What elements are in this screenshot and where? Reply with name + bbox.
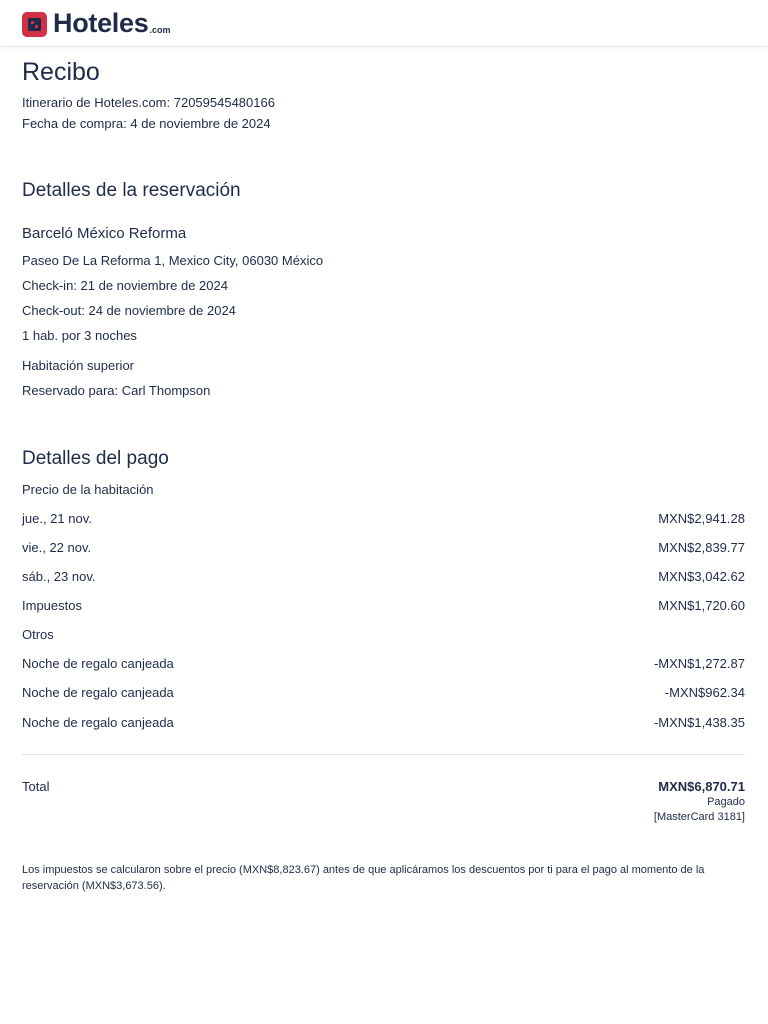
discount-1-label: Noche de regalo canjeada [22, 656, 174, 671]
room-type: Habitación superior [22, 358, 135, 373]
night-3-label: sáb., 23 nov. [22, 569, 96, 584]
itinerary-number: Itinerario de Hoteles.com: 72059545480166 [22, 95, 275, 110]
tax-note: Los impuestos se calcularon sobre el precio (MXN$8,823.67) antes de que aplicáramos los descuentos por ti para el pago al momento de la reservación (MXN$3,673.56). [22, 864, 705, 892]
discount-3-label: Noche de regalo canjeada [22, 715, 174, 730]
total-divider [22, 754, 745, 755]
payment-status: Pagado [707, 796, 745, 808]
night-2-label: vie., 22 nov. [22, 540, 92, 555]
discount-2-amount: -MXN$962.34 [664, 685, 745, 700]
payment-heading: Detalles del pago [22, 448, 169, 469]
page-title: Recibo [22, 58, 100, 86]
night-1-amount: MXN$2,941.28 [658, 511, 745, 526]
brand-name: Hoteles [53, 8, 149, 38]
taxes-amount: MXN$1,720.60 [658, 598, 745, 613]
brand-tld: .com [149, 25, 171, 35]
checkin-date: Check-in: 21 de noviembre de 2024 [22, 278, 228, 293]
night-3-amount: MXN$3,042.62 [658, 569, 745, 584]
rooms-nights: 1 hab. por 3 noches [22, 328, 137, 343]
taxes-label: Impuestos [22, 598, 82, 613]
hotel-name: Barceló México Reforma [22, 225, 187, 242]
night-2-amount: MXN$2,839.77 [658, 540, 745, 555]
top-bar [0, 0, 768, 47]
checkout-date: Check-out: 24 de noviembre de 2024 [22, 303, 236, 318]
discount-2-label: Noche de regalo canjeada [22, 685, 174, 700]
total-label: Total [22, 779, 50, 794]
reservation-heading: Detalles de la reservación [22, 180, 241, 201]
night-1-label: jue., 21 nov. [22, 511, 92, 526]
discount-1-amount: -MXN$1,272.87 [653, 656, 745, 671]
room-price-label: Precio de la habitación [22, 482, 154, 497]
payment-card: [MasterCard 3181] [653, 811, 745, 823]
hotel-address: Paseo De La Reforma 1, Mexico City, 06030 México [22, 253, 324, 268]
total-amount: MXN$6,870.71 [658, 779, 745, 794]
booked-for: Reservado para: Carl Thompson [22, 383, 211, 398]
purchase-date: Fecha de compra: 4 de noviembre de 2024 [22, 116, 271, 131]
discount-3-amount: -MXN$1,438.35 [653, 715, 745, 730]
hoteles-logo[interactable] [22, 10, 170, 37]
hoteles-logo-icon [22, 12, 47, 37]
others-label: Otros [22, 627, 54, 642]
